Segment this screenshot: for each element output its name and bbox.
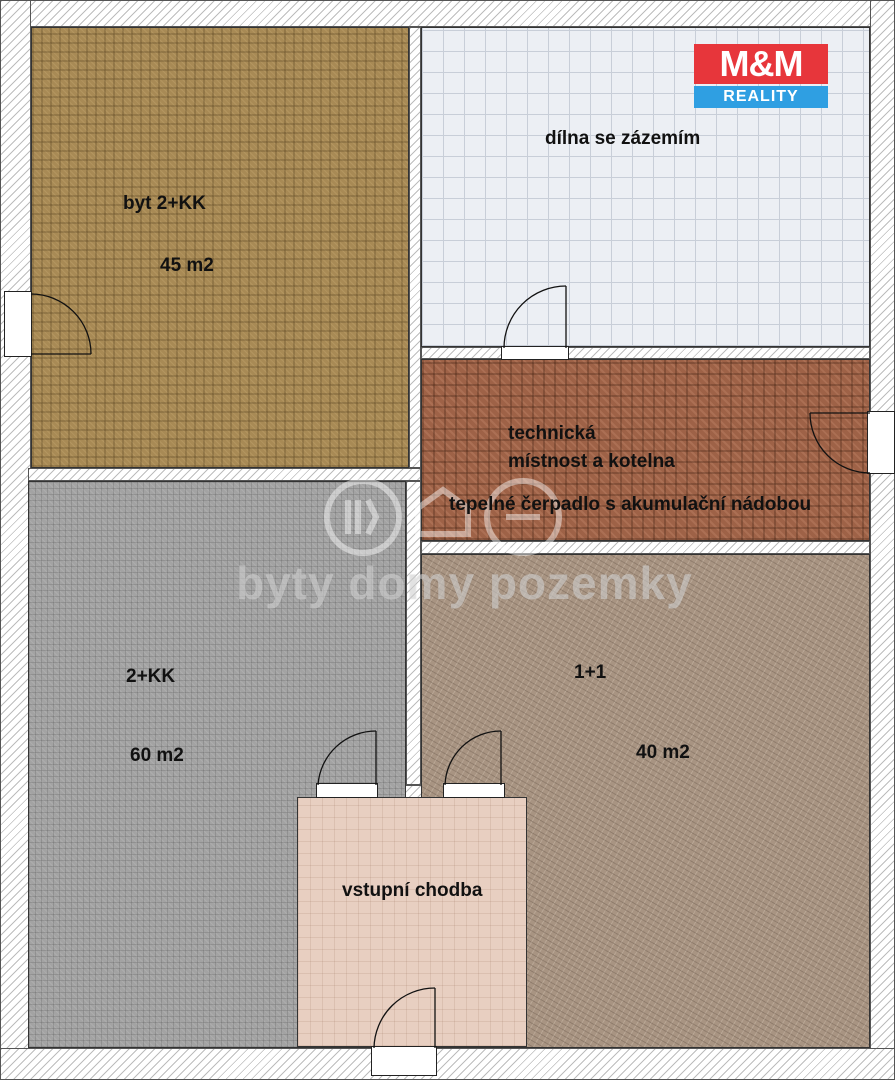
inner-wall-vertical-lower — [406, 481, 421, 785]
inner-wall-horizontal-left — [28, 468, 421, 481]
outer-wall-bottom — [0, 1048, 895, 1080]
inner-wall-horizontal-tech — [421, 541, 870, 554]
door-opening-dilna — [501, 346, 569, 360]
mm-reality-logo — [694, 44, 828, 108]
label-2kk60-area: 60 m2 — [130, 745, 184, 766]
door-opening-main-entrance — [371, 1046, 437, 1076]
label-chodba-name: vstupní chodba — [342, 880, 483, 901]
label-tech-line2: místnost a kotelna — [508, 451, 675, 472]
logo-mm: M&M — [694, 44, 828, 84]
room-byt-2kk-45 — [31, 27, 409, 468]
outer-wall-right — [870, 0, 895, 1080]
logo-reality: REALITY — [694, 86, 828, 108]
door-opening-2kk-chodba — [316, 783, 378, 798]
label-tech-line1: technická — [508, 423, 596, 444]
label-1plus1-name: 1+1 — [574, 662, 607, 683]
label-byt45-area: 45 m2 — [160, 255, 214, 276]
inner-wall-horizontal-dilna — [421, 347, 870, 359]
door-opening-1plus1-chodba — [443, 783, 505, 798]
door-opening-left-exterior — [4, 291, 32, 357]
label-byt45-name: byt 2+KK — [123, 193, 206, 214]
outer-wall-left — [0, 0, 31, 1080]
watermark-text: byty domy pozemky — [236, 557, 693, 609]
label-1plus1-area: 40 m2 — [636, 742, 690, 763]
door-opening-tech-exterior — [867, 411, 895, 474]
label-2kk60-name: 2+KK — [126, 666, 176, 687]
label-dilna-name: dílna se zázemím — [545, 128, 701, 149]
outer-wall-top — [0, 0, 895, 27]
room-vstupni-chodba — [297, 797, 527, 1047]
label-tech-line3: tepelné čerpadlo s akumulační nádobou — [449, 494, 812, 515]
inner-wall-vertical-upper — [409, 27, 421, 468]
